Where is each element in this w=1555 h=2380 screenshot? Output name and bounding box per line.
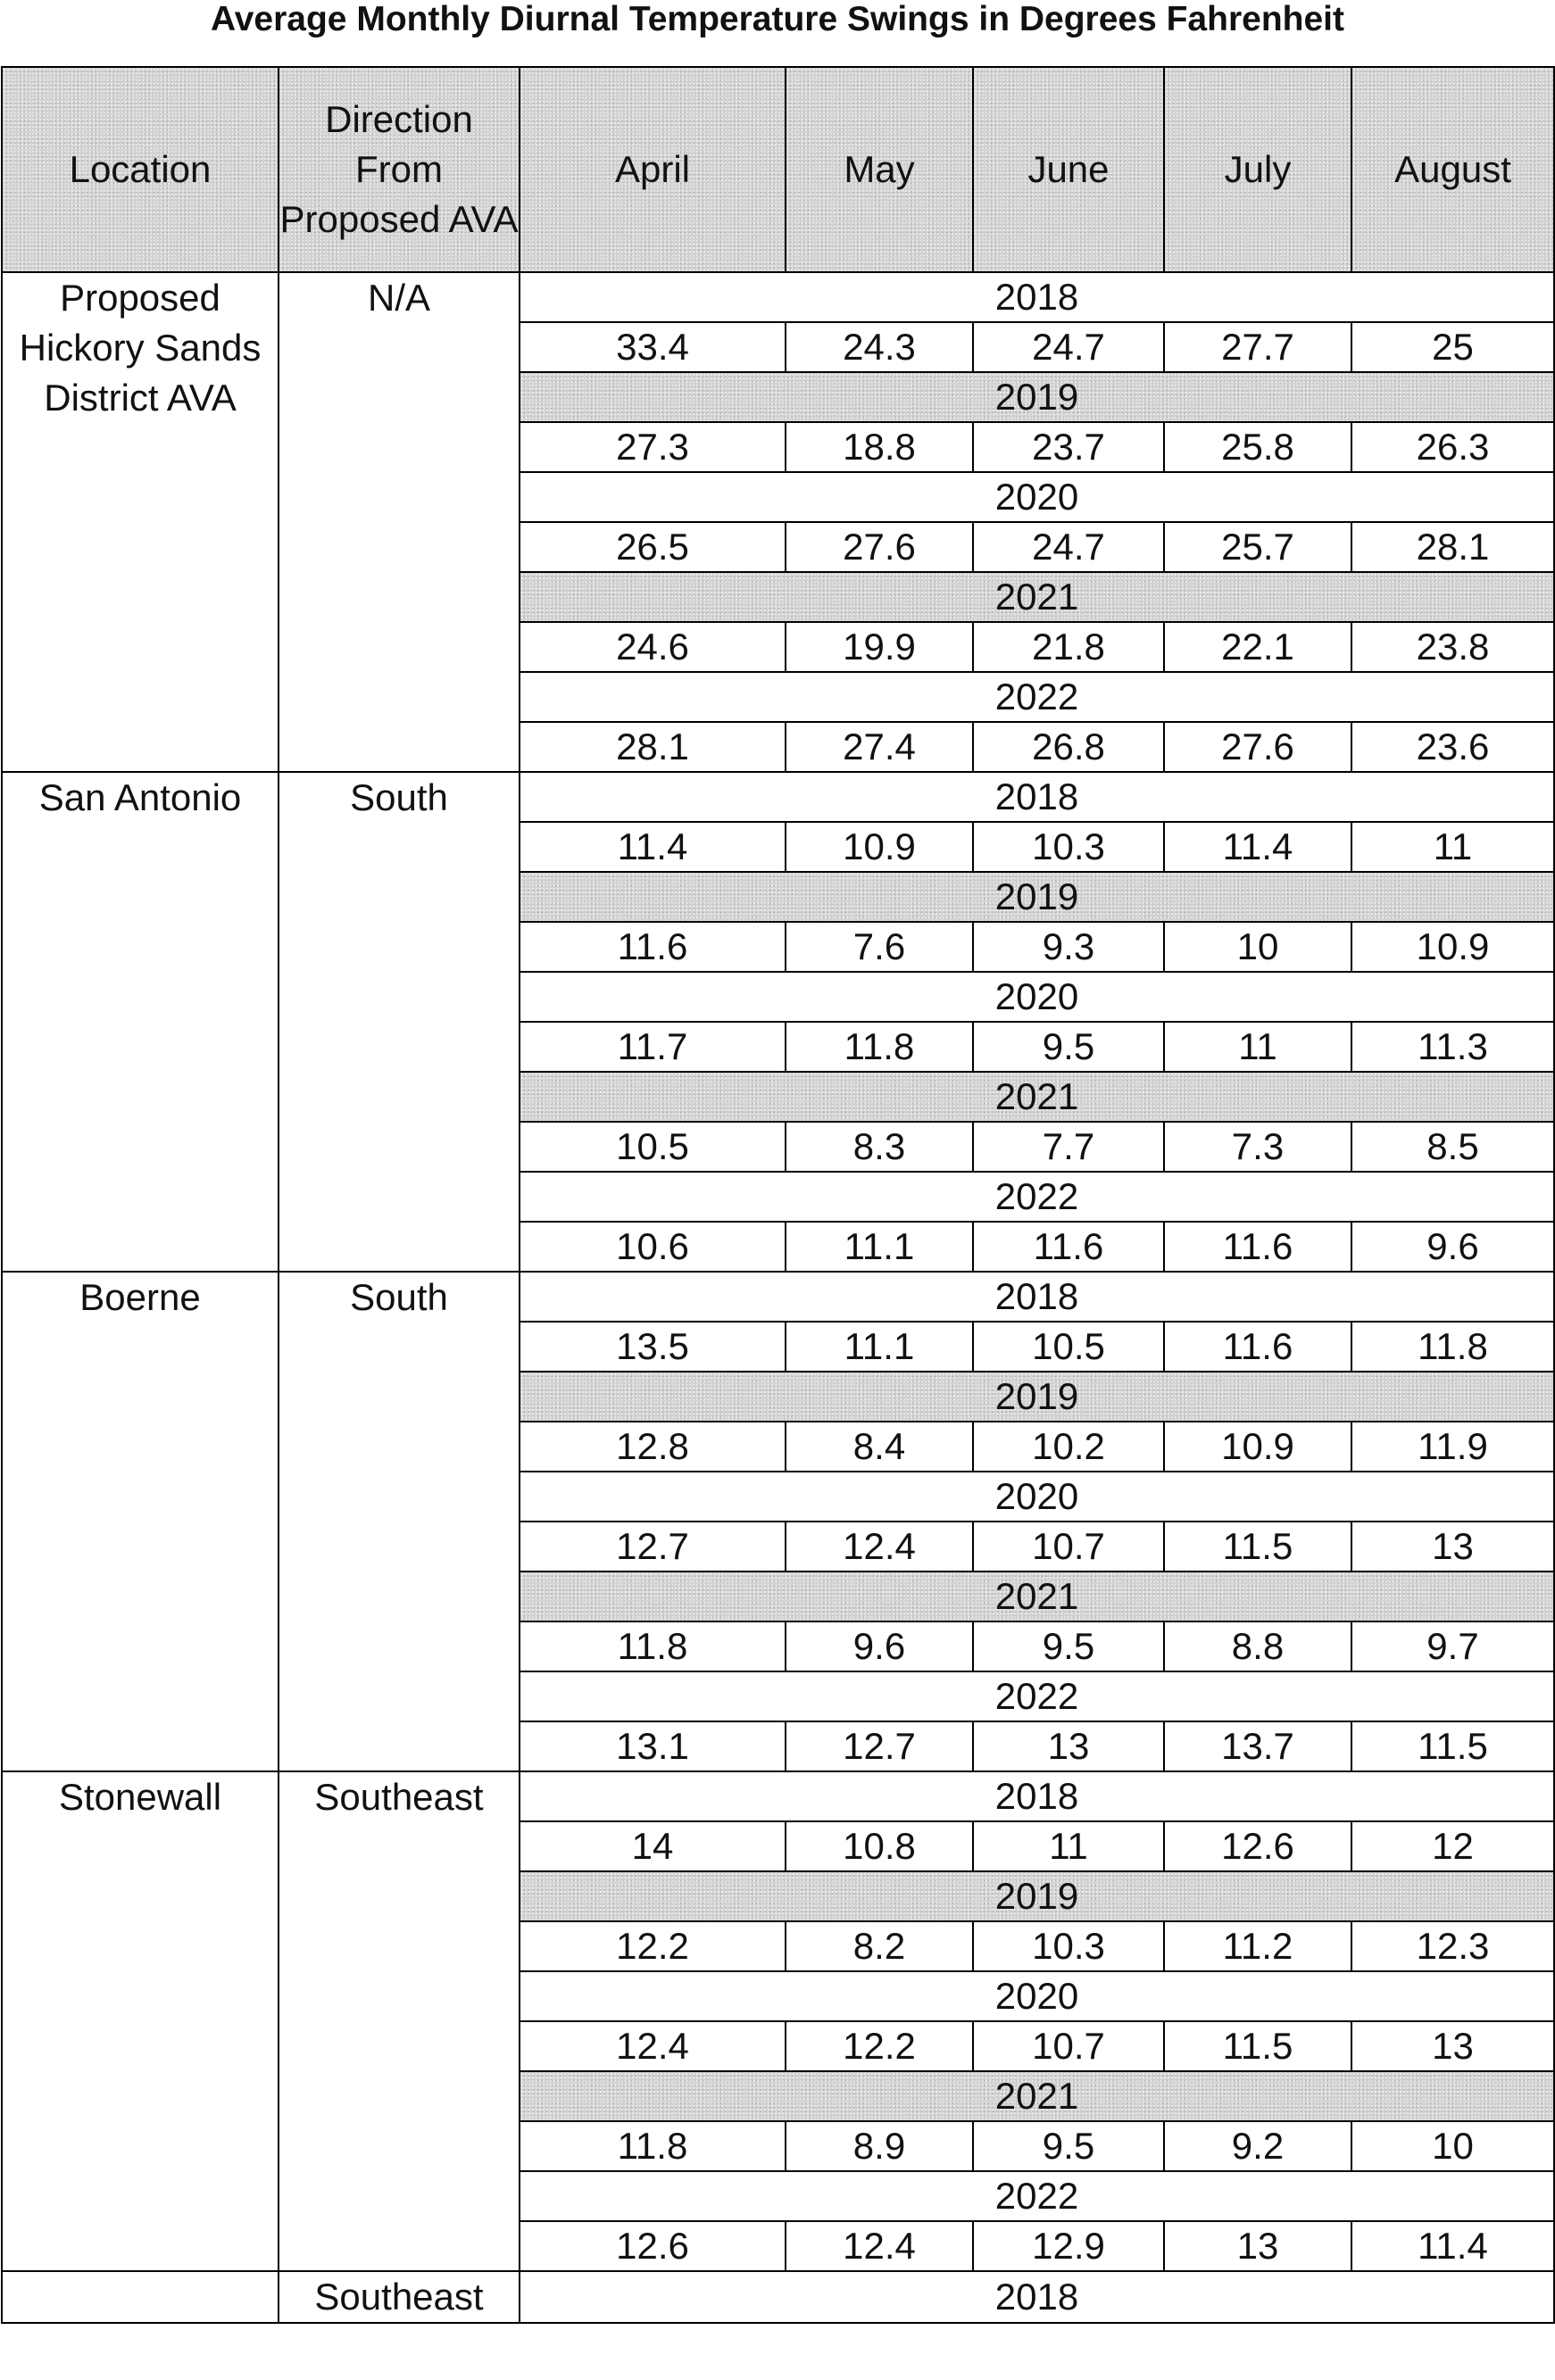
location-cell: Proposed Hickory Sands District AVA <box>2 272 279 772</box>
year-label: 2018 <box>520 1771 1554 1821</box>
value-cell: 27.3 <box>520 422 786 472</box>
year-label: 2022 <box>520 1671 1554 1721</box>
year-label: 2021 <box>520 2071 1554 2121</box>
value-cell: 8.2 <box>786 1921 973 1971</box>
value-cell: 9.5 <box>973 1022 1164 1072</box>
value-cell: 13.1 <box>520 1721 786 1771</box>
year-label: 2019 <box>520 1372 1554 1422</box>
header-month-july: July <box>1164 67 1351 272</box>
value-cell: 28.1 <box>1351 522 1554 572</box>
location-cell <box>2 2271 279 2323</box>
value-cell: 10 <box>1351 2121 1554 2171</box>
value-cell: 11.5 <box>1164 2021 1351 2071</box>
temperature-table <box>1 66 1555 2324</box>
value-cell: 23.7 <box>973 422 1164 472</box>
value-cell: 12.2 <box>520 1921 786 1971</box>
value-cell: 12.7 <box>520 1522 786 1571</box>
value-cell: 25 <box>1351 322 1554 372</box>
header-direction: Direction From Proposed AVA <box>279 67 520 272</box>
value-cell: 10 <box>1164 922 1351 972</box>
value-cell: 10.9 <box>786 822 973 872</box>
value-cell: 22.1 <box>1164 622 1351 672</box>
value-cell: 26.8 <box>973 722 1164 772</box>
value-cell: 9.2 <box>1164 2121 1351 2171</box>
year-label: 2020 <box>520 1971 1554 2021</box>
year-label: 2022 <box>520 672 1554 722</box>
year-label: 2021 <box>520 1571 1554 1621</box>
value-cell: 11.7 <box>520 1022 786 1072</box>
value-cell: 11.4 <box>1164 822 1351 872</box>
direction-cell: South <box>279 1272 520 1771</box>
value-cell: 11.6 <box>1164 1222 1351 1272</box>
value-cell: 10.9 <box>1164 1422 1351 1472</box>
year-label: 2018 <box>520 772 1554 822</box>
value-cell: 12.6 <box>1164 1821 1351 1871</box>
value-cell: 9.3 <box>973 922 1164 972</box>
value-cell: 9.5 <box>973 1621 1164 1671</box>
value-cell: 13 <box>1351 2021 1554 2071</box>
value-cell: 25.7 <box>1164 522 1351 572</box>
value-cell: 10.3 <box>973 1921 1164 1971</box>
value-cell: 8.3 <box>786 1122 973 1172</box>
value-cell: 19.9 <box>786 622 973 672</box>
header-row <box>2 67 1554 272</box>
value-cell: 11.6 <box>520 922 786 972</box>
year-row <box>2 1771 1554 1821</box>
value-cell: 12.8 <box>520 1422 786 1472</box>
value-cell: 11.1 <box>786 1222 973 1272</box>
value-cell: 11 <box>1351 822 1554 872</box>
value-cell: 11.9 <box>1351 1422 1554 1472</box>
year-label: 2020 <box>520 472 1554 522</box>
year-label: 2018 <box>520 272 1554 322</box>
value-cell: 11 <box>1164 1022 1351 1072</box>
value-cell: 9.6 <box>786 1621 973 1671</box>
year-label: 2018 <box>520 1272 1554 1322</box>
year-label: 2021 <box>520 572 1554 622</box>
location-cell: Boerne <box>2 1272 279 1771</box>
value-cell: 11.3 <box>1351 1022 1554 1072</box>
value-cell: 12.2 <box>786 2021 973 2071</box>
direction-cell: Southeast <box>279 1771 520 2271</box>
header-month-april: April <box>520 67 786 272</box>
value-cell: 12.3 <box>1351 1921 1554 1971</box>
value-cell: 12.6 <box>520 2221 786 2271</box>
value-cell: 11.8 <box>520 1621 786 1671</box>
value-cell: 11 <box>973 1821 1164 1871</box>
value-cell: 11.8 <box>1351 1322 1554 1372</box>
value-cell: 10.7 <box>973 1522 1164 1571</box>
value-cell: 7.6 <box>786 922 973 972</box>
year-row <box>2 772 1554 822</box>
year-label: 2019 <box>520 372 1554 422</box>
value-cell: 13 <box>973 1721 1164 1771</box>
year-label: 2022 <box>520 1172 1554 1222</box>
value-cell: 7.7 <box>973 1122 1164 1172</box>
year-label: 2020 <box>520 1472 1554 1522</box>
direction-cell: Southeast <box>279 2271 520 2323</box>
value-cell: 18.8 <box>786 422 973 472</box>
value-cell: 11.8 <box>786 1022 973 1072</box>
value-cell: 24.7 <box>973 322 1164 372</box>
location-cell: San Antonio <box>2 772 279 1272</box>
value-cell: 8.9 <box>786 2121 973 2171</box>
value-cell: 13 <box>1351 1522 1554 1571</box>
year-label: 2019 <box>520 872 1554 922</box>
header-month-june: June <box>973 67 1164 272</box>
value-cell: 10.7 <box>973 2021 1164 2071</box>
direction-cell: N/A <box>279 272 520 772</box>
value-cell: 9.5 <box>973 2121 1164 2171</box>
direction-cell: South <box>279 772 520 1272</box>
table-body <box>2 272 1554 2323</box>
value-cell: 10.5 <box>973 1322 1164 1372</box>
year-row <box>2 272 1554 322</box>
year-label: 2018 <box>520 2271 1554 2323</box>
value-cell: 12.7 <box>786 1721 973 1771</box>
page-title: Average Monthly Diurnal Temperature Swings in Degrees Fahrenheit <box>211 0 1344 38</box>
value-cell: 11.6 <box>1164 1322 1351 1372</box>
value-cell: 10.3 <box>973 822 1164 872</box>
value-cell: 11.6 <box>973 1222 1164 1272</box>
value-cell: 26.5 <box>520 522 786 572</box>
value-cell: 11.1 <box>786 1322 973 1372</box>
value-cell: 26.3 <box>1351 422 1554 472</box>
value-cell: 12.4 <box>520 2021 786 2071</box>
value-cell: 9.6 <box>1351 1222 1554 1272</box>
value-cell: 10.2 <box>973 1422 1164 1472</box>
value-cell: 25.8 <box>1164 422 1351 472</box>
value-cell: 10.9 <box>1351 922 1554 972</box>
year-label: 2020 <box>520 972 1554 1022</box>
value-cell: 27.7 <box>1164 322 1351 372</box>
value-cell: 12.9 <box>973 2221 1164 2271</box>
year-label: 2022 <box>520 2171 1554 2221</box>
value-cell: 23.8 <box>1351 622 1554 672</box>
value-cell: 13.7 <box>1164 1721 1351 1771</box>
value-cell: 28.1 <box>520 722 786 772</box>
value-cell: 8.4 <box>786 1422 973 1472</box>
value-cell: 8.5 <box>1351 1122 1554 1172</box>
value-cell: 11.2 <box>1164 1921 1351 1971</box>
value-cell: 9.7 <box>1351 1621 1554 1671</box>
value-cell: 21.8 <box>973 622 1164 672</box>
year-row <box>2 2271 1554 2323</box>
value-cell: 27.4 <box>786 722 973 772</box>
year-label: 2021 <box>520 1072 1554 1122</box>
value-cell: 33.4 <box>520 322 786 372</box>
value-cell: 13 <box>1164 2221 1351 2271</box>
value-cell: 11.5 <box>1164 1522 1351 1571</box>
value-cell: 24.7 <box>973 522 1164 572</box>
value-cell: 24.3 <box>786 322 973 372</box>
value-cell: 8.8 <box>1164 1621 1351 1671</box>
value-cell: 27.6 <box>786 522 973 572</box>
value-cell: 14 <box>520 1821 786 1871</box>
header-month-may: May <box>786 67 973 272</box>
value-cell: 23.6 <box>1351 722 1554 772</box>
value-cell: 13.5 <box>520 1322 786 1372</box>
year-row <box>2 1272 1554 1322</box>
value-cell: 12 <box>1351 1821 1554 1871</box>
location-cell: Stonewall <box>2 1771 279 2271</box>
header-location: Location <box>2 67 279 272</box>
value-cell: 11.4 <box>1351 2221 1554 2271</box>
header-month-august: August <box>1351 67 1554 272</box>
year-label: 2019 <box>520 1871 1554 1921</box>
value-cell: 12.4 <box>786 1522 973 1571</box>
value-cell: 12.4 <box>786 2221 973 2271</box>
value-cell: 27.6 <box>1164 722 1351 772</box>
value-cell: 10.8 <box>786 1821 973 1871</box>
value-cell: 11.4 <box>520 822 786 872</box>
value-cell: 7.3 <box>1164 1122 1351 1172</box>
value-cell: 10.6 <box>520 1222 786 1272</box>
value-cell: 11.5 <box>1351 1721 1554 1771</box>
value-cell: 11.8 <box>520 2121 786 2171</box>
value-cell: 24.6 <box>520 622 786 672</box>
value-cell: 10.5 <box>520 1122 786 1172</box>
